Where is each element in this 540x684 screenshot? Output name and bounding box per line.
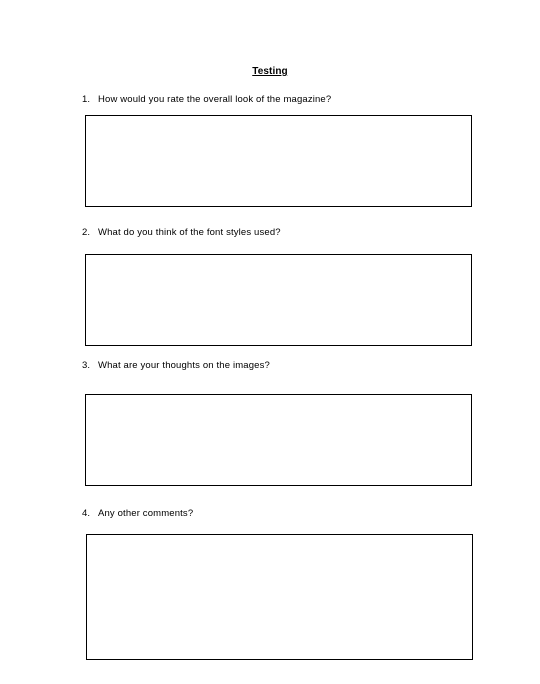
question-2-text: What do you think of the font styles used?	[98, 227, 281, 238]
question-4	[82, 508, 193, 519]
question-3-number: 3.	[82, 360, 91, 371]
question-4-number: 4.	[82, 508, 91, 519]
question-3	[82, 360, 270, 371]
answer-box-3[interactable]	[85, 394, 472, 486]
question-3-text: What are your thoughts on the images?	[98, 360, 270, 371]
question-1-text: How would you rate the overall look of the magazine?	[98, 94, 332, 105]
question-1-number: 1.	[82, 94, 91, 105]
page-title: Testing	[252, 66, 288, 77]
question-2-number: 2.	[82, 227, 91, 238]
question-2	[82, 227, 281, 238]
question-4-text: Any other comments?	[98, 508, 194, 519]
answer-box-2[interactable]	[85, 254, 472, 346]
answer-box-1[interactable]	[85, 115, 472, 207]
question-1	[82, 94, 331, 105]
answer-box-4[interactable]	[86, 534, 473, 660]
